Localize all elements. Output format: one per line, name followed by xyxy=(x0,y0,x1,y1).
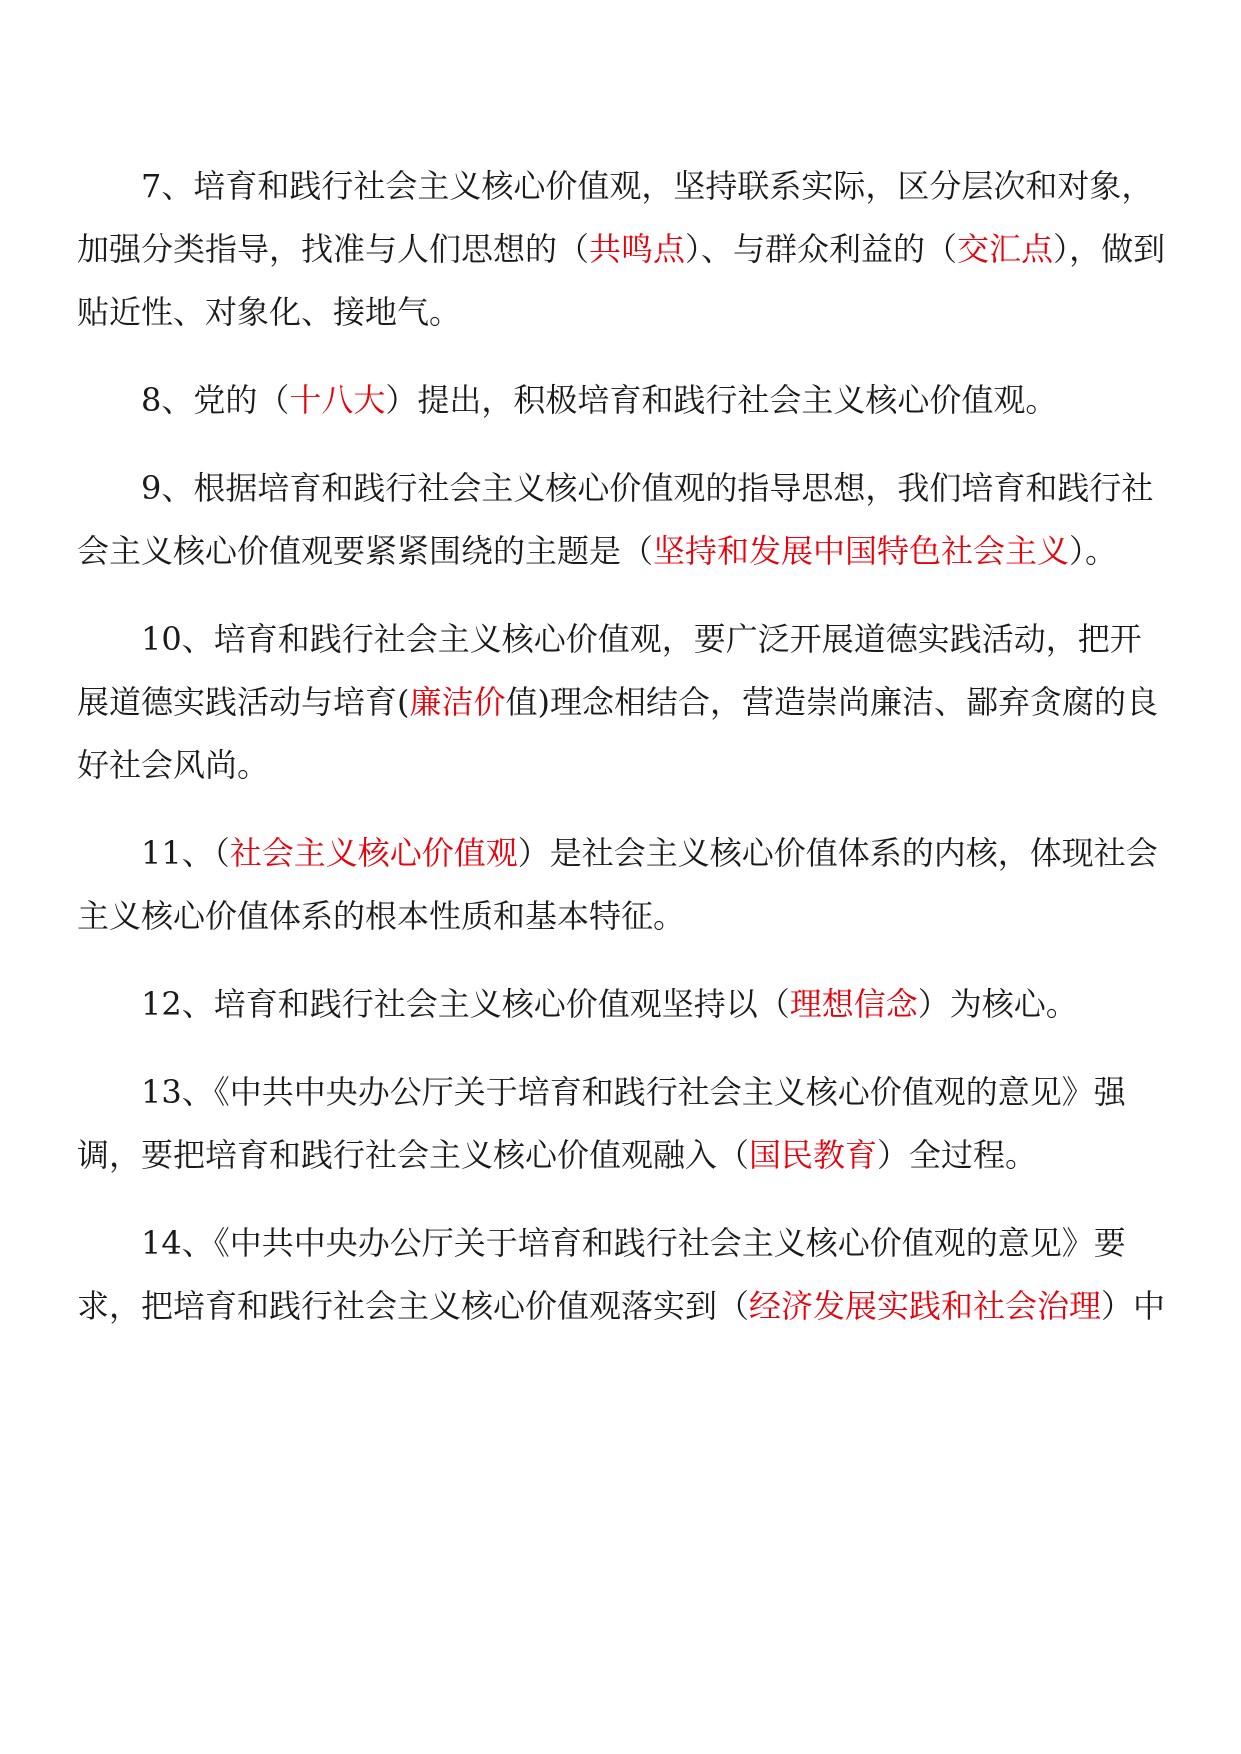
question-text: 7、培育和践行社会主义核心价值观，坚持联系实际，区分层次和对象，加强分类指导，找准与人们思想的（ xyxy=(77,167,1154,268)
answer-text: 社会主义核心价值观 xyxy=(229,834,518,872)
question-text: ）、与群众利益的（ xyxy=(685,230,958,268)
question-text: 值)理念相结合，营造崇尚廉洁、鄙弃贪腐的良好社会风尚。 xyxy=(77,683,1159,784)
question-text: 11、（ xyxy=(141,834,230,872)
question-item xyxy=(77,1212,1167,1338)
question-text: 14、《中共中央办公厅关于培育和践行社会主义核心价值观的意见》要求，把培育和践行社会主义核心价值观落实到（ xyxy=(77,1224,1126,1325)
question-text: ），做到贴近性、对象化、接地气。 xyxy=(77,230,1166,331)
question-text: 8、党的（ xyxy=(141,381,290,419)
question-text: ）中 xyxy=(1101,1287,1166,1325)
question-item xyxy=(77,608,1167,797)
question-item xyxy=(77,155,1167,344)
question-text: ）是社会主义核心价值体系的内核，体现社会主义核心价值体系的根本性质和基本特征。 xyxy=(77,834,1158,935)
question-list xyxy=(77,155,1167,1363)
question-item xyxy=(77,973,1167,1036)
question-text: ）为核心。 xyxy=(917,985,1078,1023)
question-text: ）全过程。 xyxy=(877,1136,1038,1174)
question-text: 9、根据培育和践行社会主义核心价值观的指导思想，我们培育和践行社会主义核心价值观要紧紧围绕的主题是（ xyxy=(77,469,1154,570)
answer-text: 廉洁价 xyxy=(409,683,506,721)
answer-text: 十八大 xyxy=(289,381,386,419)
question-text: 13、《中共中央办公厅关于培育和践行社会主义核心价值观的意见》强调，要把培育和践行社会主义核心价值观融入（ xyxy=(77,1073,1126,1174)
question-item xyxy=(77,822,1167,948)
answer-text: 国民教育 xyxy=(749,1136,878,1174)
answer-text: 交汇点 xyxy=(957,230,1054,268)
question-text: 12、培育和践行社会主义核心价值观坚持以（ xyxy=(141,985,790,1023)
question-item xyxy=(77,369,1167,432)
answer-text: 共鸣点 xyxy=(589,230,686,268)
answer-text: 经济发展实践和社会治理 xyxy=(749,1287,1102,1325)
question-text: 10、培育和践行社会主义核心价值观，要广泛开展道德实践活动，把开展道德实践活动与培育( xyxy=(77,620,1142,721)
question-item xyxy=(77,1061,1167,1187)
question-text: ）。 xyxy=(1069,532,1118,570)
answer-text: 理想信念 xyxy=(789,985,918,1023)
question-text: ）提出，积极培育和践行社会主义核心价值观。 xyxy=(385,381,1058,419)
question-item xyxy=(77,457,1167,583)
answer-text: 坚持和发展中国特色社会主义 xyxy=(653,532,1070,570)
